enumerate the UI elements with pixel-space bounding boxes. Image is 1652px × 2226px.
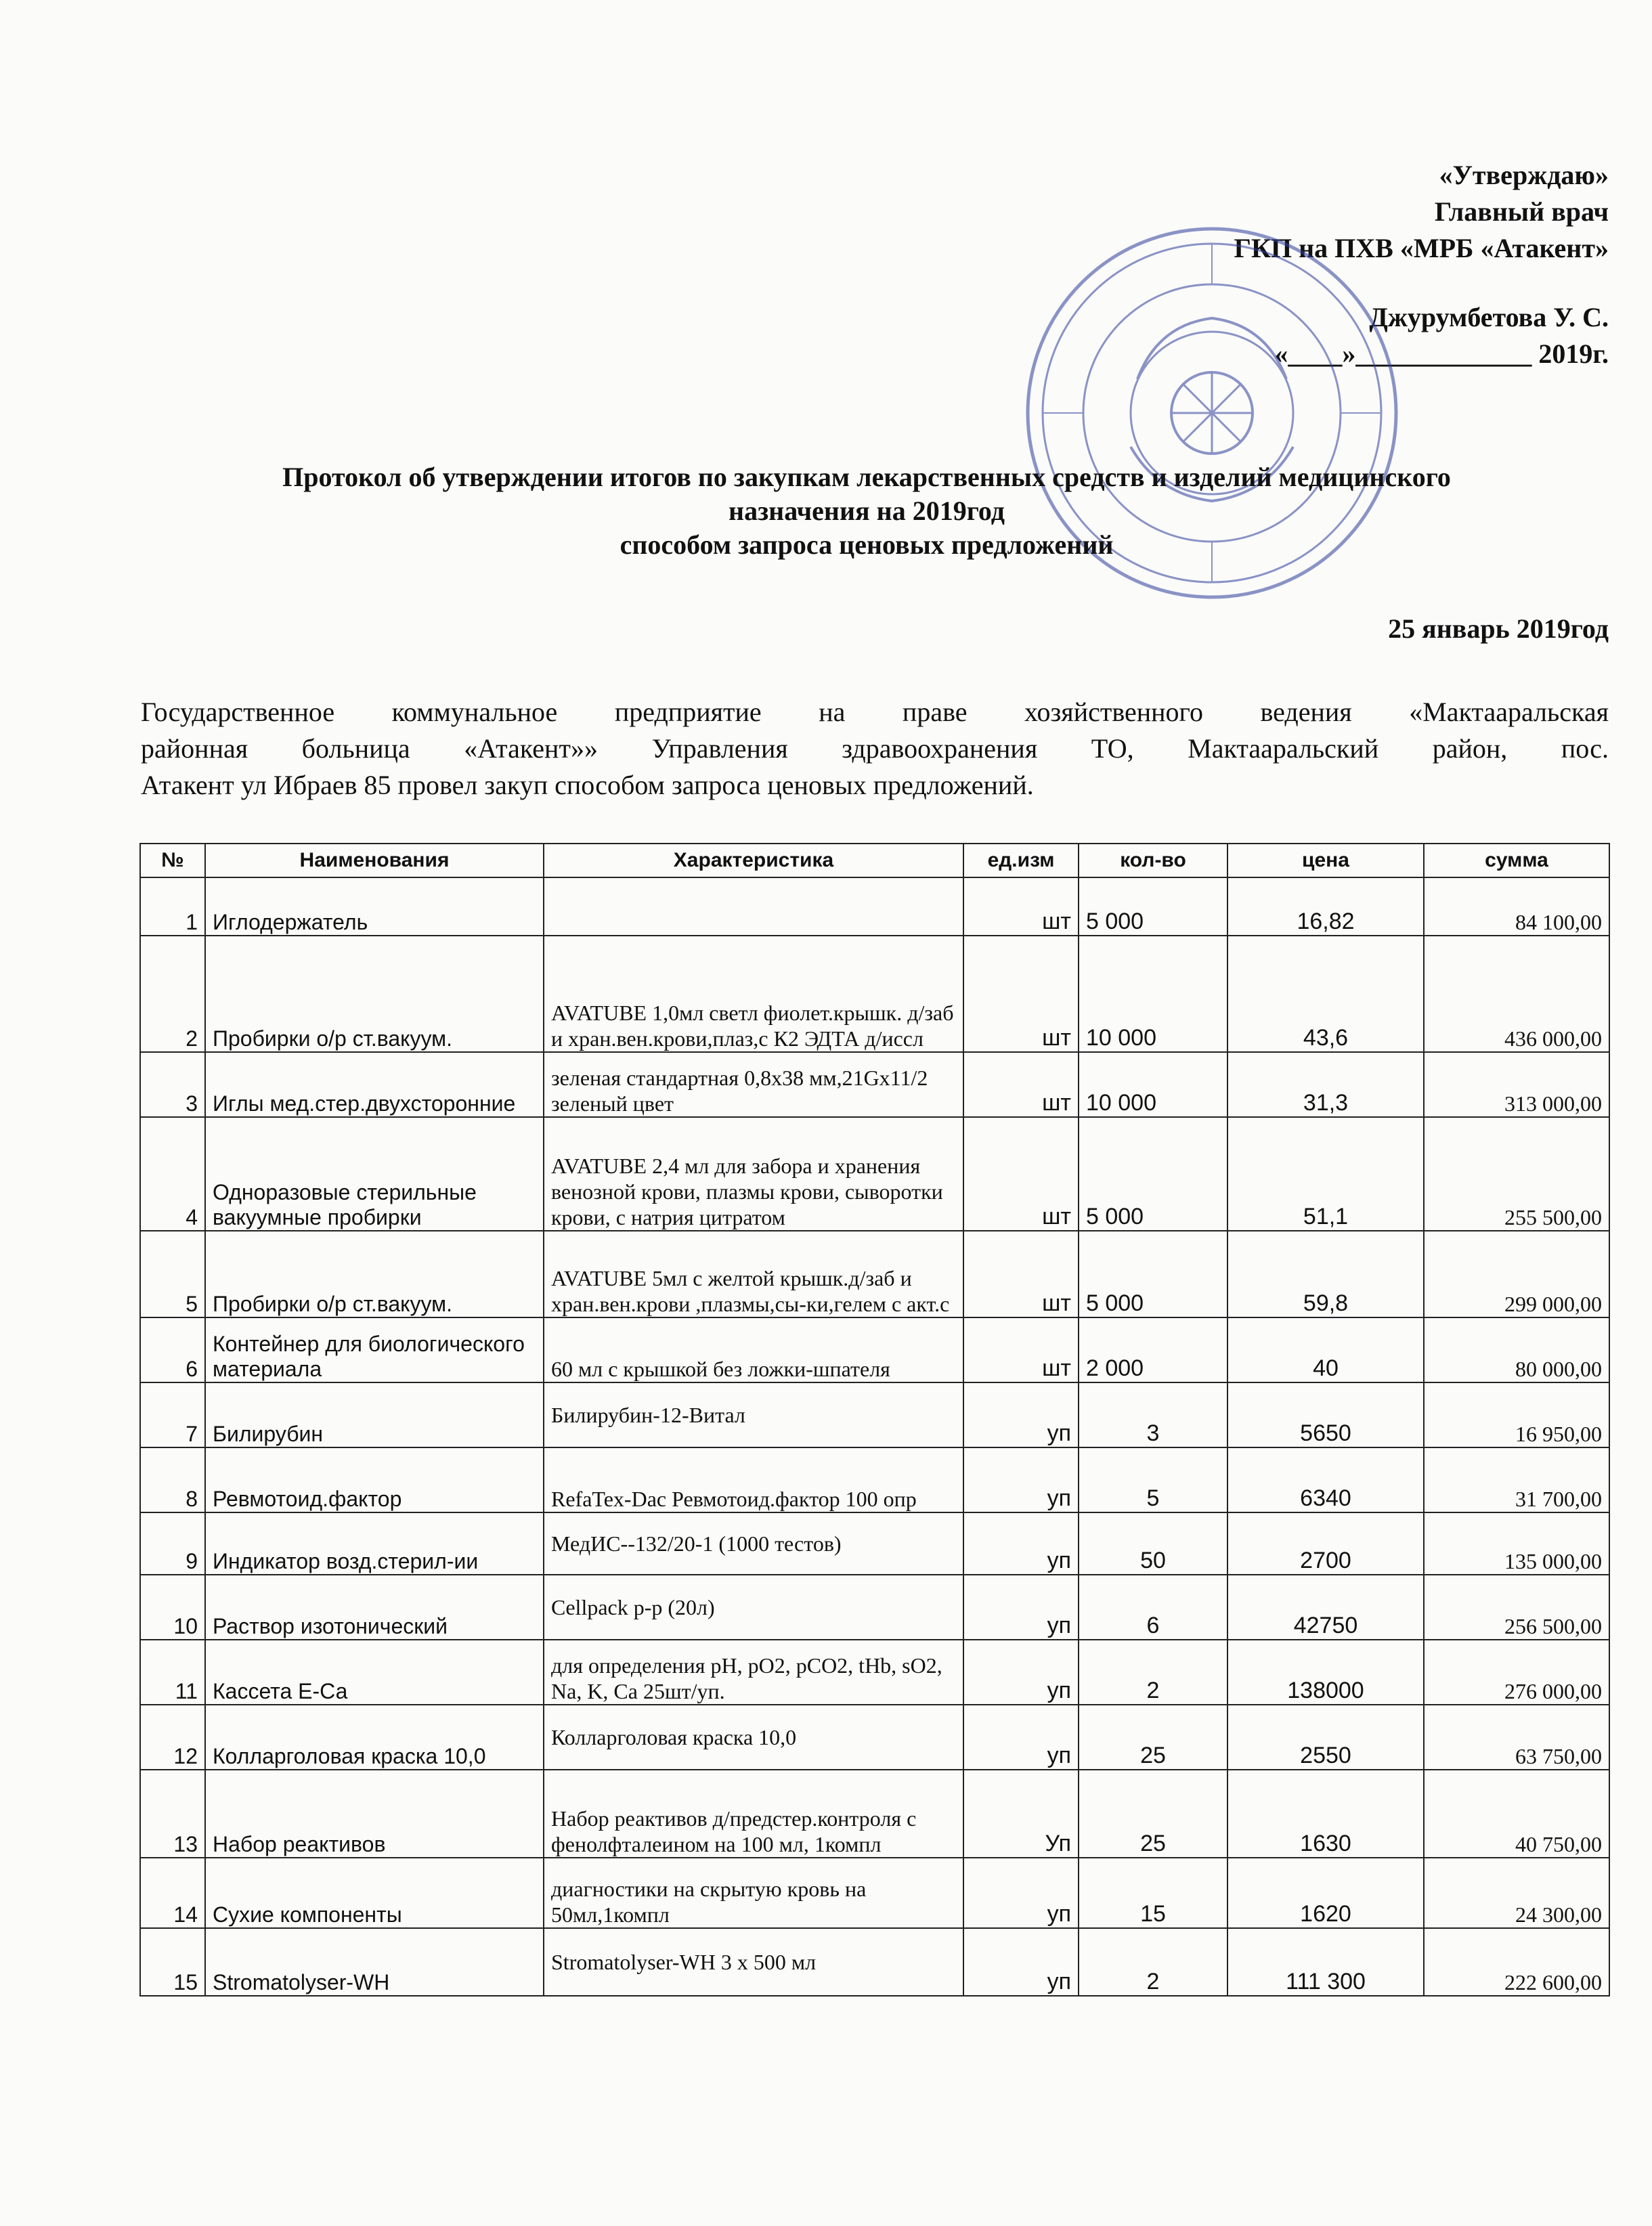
cell-sum: 84 100,00 — [1424, 877, 1609, 936]
cell-characteristic: RefaTex-Dac Ревмотоид.фактор 100 опр — [544, 1447, 963, 1512]
cell-name: Иглодержатель — [205, 877, 544, 936]
cell-unit: уп — [963, 1640, 1079, 1705]
cell-price: 42750 — [1227, 1575, 1424, 1640]
cell-name: Контейнер для биологического материала — [205, 1317, 544, 1382]
approval-line-5: «____»_____________ 2019г. — [1274, 339, 1609, 369]
cell-characteristic: AVATUBE 1,0мл светл фиолет.крышк. д/заб и хран.вен.крови,плаз,с К2 ЭДТА д/иссл — [544, 936, 963, 1052]
cell-quantity: 2 — [1079, 1928, 1227, 1996]
cell-quantity: 6 — [1079, 1575, 1227, 1640]
cell-sum: 80 000,00 — [1424, 1317, 1609, 1382]
cell-sum: 24 300,00 — [1424, 1858, 1609, 1928]
cell-num: 1 — [140, 877, 205, 936]
cell-name: Билирубин — [205, 1382, 544, 1447]
table-row — [140, 1317, 1609, 1382]
cell-unit: шт — [963, 936, 1079, 1052]
document-date: 25 январь 2019год — [1388, 613, 1609, 644]
title-line-2: назначения на 2019год — [729, 496, 1005, 526]
cell-unit: уп — [963, 1512, 1079, 1575]
cell-sum: 31 700,00 — [1424, 1447, 1609, 1512]
cell-sum: 40 750,00 — [1424, 1770, 1609, 1858]
intro-line-3: Атакент ул Ибраев 85 провел закуп способом запроса ценовых предложений. — [141, 770, 1034, 800]
cell-name: Набор реактивов — [205, 1770, 544, 1858]
cell-name: Сухие компоненты — [205, 1858, 544, 1928]
cell-sum: 436 000,00 — [1424, 936, 1609, 1052]
cell-price: 111 300 — [1227, 1928, 1424, 1996]
header-unit: ед.изм — [963, 844, 1079, 877]
cell-quantity: 15 — [1079, 1858, 1227, 1928]
cell-quantity: 25 — [1079, 1770, 1227, 1858]
cell-unit: уп — [963, 1858, 1079, 1928]
cell-sum: 299 000,00 — [1424, 1231, 1609, 1317]
cell-quantity: 5 000 — [1079, 1231, 1227, 1317]
cell-characteristic: Колларголовая краска 10,0 — [544, 1705, 963, 1770]
table-row — [140, 1447, 1609, 1512]
table-row — [140, 1575, 1609, 1640]
cell-num: 15 — [140, 1928, 205, 1996]
cell-name: Stromatolyser-WH — [205, 1928, 544, 1996]
cell-num: 3 — [140, 1052, 205, 1117]
cell-sum: 255 500,00 — [1424, 1117, 1609, 1231]
cell-price: 59,8 — [1227, 1231, 1424, 1317]
cell-characteristic: диагностики на скрытую кровь на 50мл,1компл — [544, 1858, 963, 1928]
cell-name: Одноразовые стерильные вакуумные пробирки — [205, 1117, 544, 1231]
cell-sum: 63 750,00 — [1424, 1705, 1609, 1770]
cell-price: 138000 — [1227, 1640, 1424, 1705]
title-line-3: способом запроса ценовых предложений — [620, 529, 1114, 560]
header-name: Наименования — [205, 844, 544, 877]
table-row — [140, 936, 1609, 1052]
cell-characteristic: Stromatolyser-WH 3 х 500 мл — [544, 1928, 963, 1996]
cell-unit: уп — [963, 1928, 1079, 1996]
cell-num: 10 — [140, 1575, 205, 1640]
cell-characteristic: AVATUBE 2,4 мл для забора и хранения венозной крови, плазмы крови, сыворотки крови, с натрия цитратом — [544, 1117, 963, 1231]
cell-sum: 313 000,00 — [1424, 1052, 1609, 1117]
cell-quantity: 50 — [1079, 1512, 1227, 1575]
cell-price: 51,1 — [1227, 1117, 1424, 1231]
document-title — [0, 460, 1652, 562]
table-header-row — [140, 844, 1609, 877]
cell-sum: 222 600,00 — [1424, 1928, 1609, 1996]
cell-quantity: 5 000 — [1079, 877, 1227, 936]
header-price: цена — [1227, 844, 1424, 877]
cell-quantity: 5 — [1079, 1447, 1227, 1512]
cell-num: 5 — [140, 1231, 205, 1317]
cell-sum: 135 000,00 — [1424, 1512, 1609, 1575]
table-row — [140, 1512, 1609, 1575]
header-num: № — [140, 844, 205, 877]
cell-unit: уп — [963, 1447, 1079, 1512]
cell-price: 5650 — [1227, 1382, 1424, 1447]
cell-num: 2 — [140, 936, 205, 1052]
approval-line-2: Главный врач — [1434, 196, 1609, 227]
header-quantity: кол-во — [1079, 844, 1227, 877]
cell-name: Пробирки о/р ст.вакуум. — [205, 1231, 544, 1317]
cell-name: Индикатор возд.стерил-ии — [205, 1512, 544, 1575]
cell-num: 9 — [140, 1512, 205, 1575]
cell-price: 2550 — [1227, 1705, 1424, 1770]
cell-unit: шт — [963, 1317, 1079, 1382]
cell-quantity: 25 — [1079, 1705, 1227, 1770]
cell-price: 1620 — [1227, 1858, 1424, 1928]
cell-quantity: 3 — [1079, 1382, 1227, 1447]
approval-line-4: Джурумбетова У. С. — [1369, 302, 1609, 332]
cell-price: 40 — [1227, 1317, 1424, 1382]
table-row — [140, 1858, 1609, 1928]
intro-line-2: районная больница «Атакент»» Управления здравоохранения ТО, Мактааральский район, пос. — [141, 733, 1609, 764]
cell-unit: шт — [963, 1231, 1079, 1317]
cell-num: 14 — [140, 1858, 205, 1928]
cell-num: 13 — [140, 1770, 205, 1858]
cell-price: 1630 — [1227, 1770, 1424, 1858]
cell-unit: уп — [963, 1575, 1079, 1640]
cell-num: 6 — [140, 1317, 205, 1382]
cell-characteristic: МедИС--132/20-1 (1000 тестов) — [544, 1512, 963, 1575]
table-row — [140, 1231, 1609, 1317]
intro-paragraph — [141, 694, 1609, 804]
procurement-table — [139, 843, 1610, 1996]
approval-line-3: ГКП на ПХВ «МРБ «Атакент» — [1234, 233, 1609, 263]
cell-sum: 276 000,00 — [1424, 1640, 1609, 1705]
cell-quantity: 2 — [1079, 1640, 1227, 1705]
approval-line-1: «Утверждаю» — [1439, 160, 1609, 190]
cell-name: Раствор изотонический — [205, 1575, 544, 1640]
cell-name: Кассета Е-Са — [205, 1640, 544, 1705]
cell-num: 4 — [140, 1117, 205, 1231]
cell-characteristic: зеленая стандартная 0,8х38 мм,21Gx11/2 зеленый цвет — [544, 1052, 963, 1117]
cell-unit: уп — [963, 1705, 1079, 1770]
table-row — [140, 1117, 1609, 1231]
cell-quantity: 10 000 — [1079, 936, 1227, 1052]
table-row — [140, 1705, 1609, 1770]
header-sum: сумма — [1424, 844, 1609, 877]
cell-price: 2700 — [1227, 1512, 1424, 1575]
table-row — [140, 1770, 1609, 1858]
cell-name: Ревмотоид.фактор — [205, 1447, 544, 1512]
cell-characteristic — [544, 877, 963, 936]
cell-unit: Уп — [963, 1770, 1079, 1858]
table-row — [140, 1052, 1609, 1117]
cell-num: 11 — [140, 1640, 205, 1705]
cell-price: 43,6 — [1227, 936, 1424, 1052]
cell-characteristic: для определения pH, pO2, pCO2, tHb, sO2, Na, K, Ca 25шт/уп. — [544, 1640, 963, 1705]
cell-sum: 16 950,00 — [1424, 1382, 1609, 1447]
table-row — [140, 877, 1609, 936]
cell-sum: 256 500,00 — [1424, 1575, 1609, 1640]
cell-unit: уп — [963, 1382, 1079, 1447]
intro-line-1: Государственное коммунальное предприятие на праве хозяйственного ведения «Мактааральская — [141, 697, 1609, 727]
cell-characteristic: Билирубин-12-Витал — [544, 1382, 963, 1447]
cell-quantity: 2 000 — [1079, 1317, 1227, 1382]
header-characteristic: Характеристика — [544, 844, 963, 877]
cell-unit: шт — [963, 1052, 1079, 1117]
cell-price: 31,3 — [1227, 1052, 1424, 1117]
cell-name: Иглы мед.стер.двухсторонние — [205, 1052, 544, 1117]
cell-num: 7 — [140, 1382, 205, 1447]
table-row — [140, 1928, 1609, 1996]
cell-price: 16,82 — [1227, 877, 1424, 936]
cell-quantity: 5 000 — [1079, 1117, 1227, 1231]
cell-characteristic: Набор реактивов д/предстер.контроля с фенолфталеином на 100 мл, 1компл — [544, 1770, 963, 1858]
table-row — [140, 1382, 1609, 1447]
cell-quantity: 10 000 — [1079, 1052, 1227, 1117]
cell-unit: шт — [963, 1117, 1079, 1231]
cell-num: 8 — [140, 1447, 205, 1512]
cell-characteristic: Cellpack р-р (20л) — [544, 1575, 963, 1640]
cell-name: Пробирки о/р ст.вакуум. — [205, 936, 544, 1052]
cell-characteristic: AVATUBE 5мл с желтой крышк.д/заб и хран.вен.крови ,плазмы,сы-ки,гелем с акт.с — [544, 1231, 963, 1317]
title-line-1: Протокол об утверждении итогов по закупкам лекарственных средств и изделий медицинского — [282, 462, 1451, 492]
cell-price: 6340 — [1227, 1447, 1424, 1512]
cell-num: 12 — [140, 1705, 205, 1770]
cell-name: Колларголовая краска 10,0 — [205, 1705, 544, 1770]
cell-characteristic: 60 мл с крышкой без ложки-шпателя — [544, 1317, 963, 1382]
table-row — [140, 1640, 1609, 1705]
cell-unit: шт — [963, 877, 1079, 936]
